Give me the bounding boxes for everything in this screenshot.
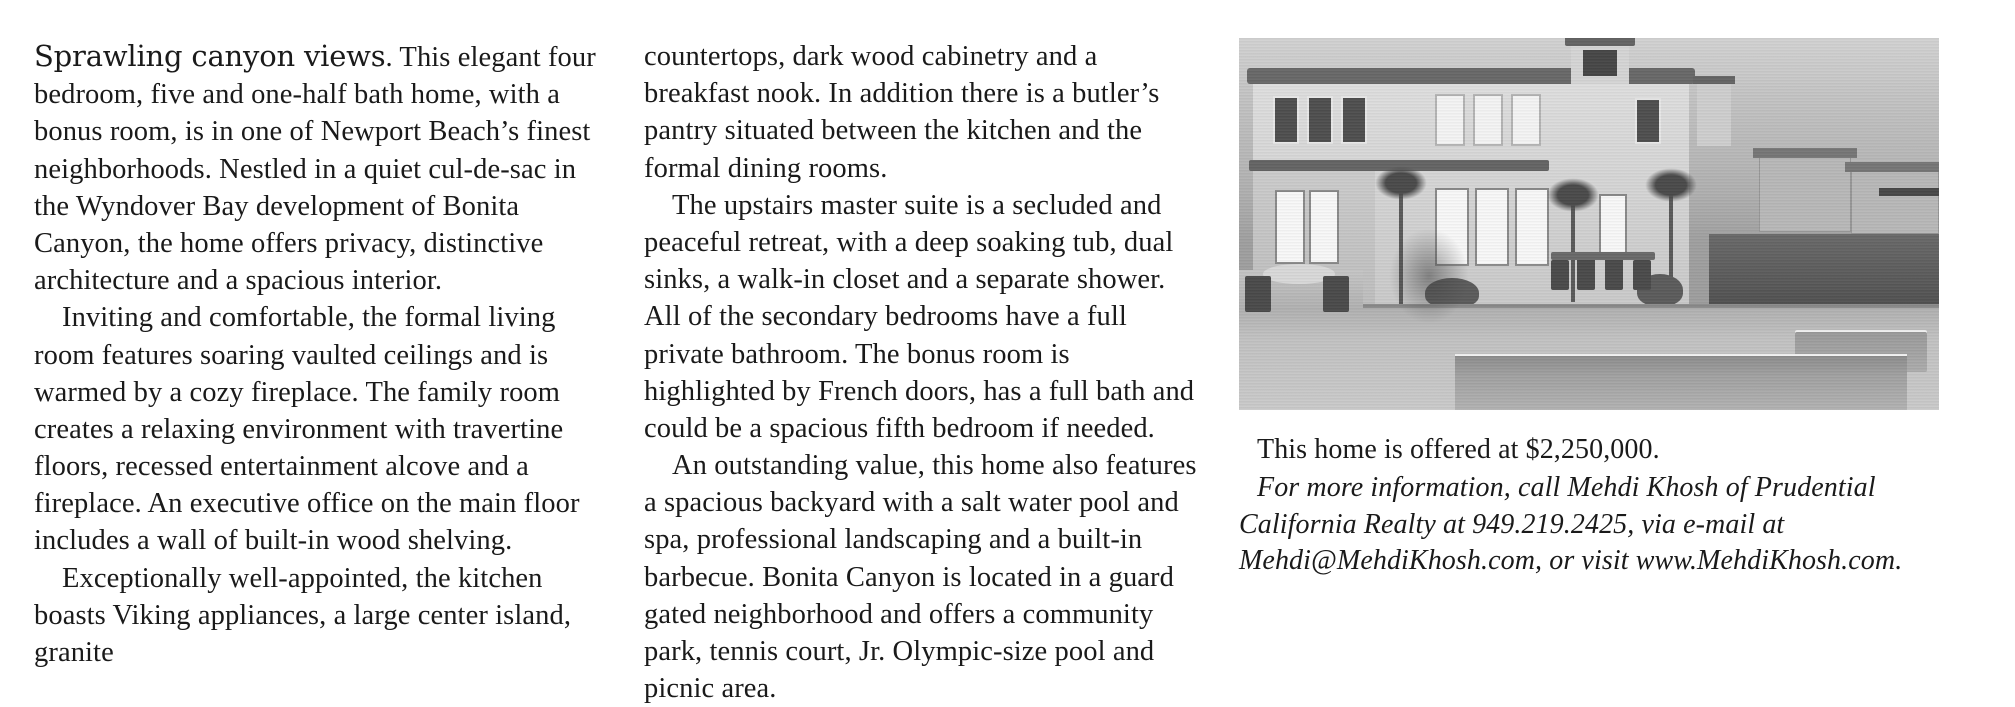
- article-layout: [34, 38, 1989, 705]
- window-upper: [1435, 94, 1465, 146]
- french-door: [1275, 190, 1305, 264]
- exterior-backyard-pool-photo: [1239, 38, 1939, 410]
- caption-offer-price: This home is offered at $2,250,000.: [1257, 434, 1660, 465]
- window-upper: [1273, 96, 1299, 144]
- patio-chair: [1605, 256, 1623, 290]
- paragraph-1-3: Exceptionally well-appointed, the kitchen boasts Viking appliances, a large center island, granite: [34, 562, 572, 668]
- patio-chair: [1245, 276, 1271, 312]
- text-column-1: [34, 38, 644, 671]
- patio-chair: [1551, 260, 1569, 290]
- background-house: [1851, 170, 1939, 234]
- patio-chair: [1323, 276, 1349, 312]
- chimney-cap: [1693, 76, 1735, 84]
- patio-dining-set: [1551, 250, 1675, 294]
- photo-caption: [1239, 432, 1939, 580]
- french-door: [1309, 190, 1339, 264]
- paragraph-2-3: An outstanding value, this home also features a spacious backyard with a salt water pool and spa, professional landscaping and a built-in barbecue. Bonita Canyon is located in a guard gated neighborhood and offers a community park, tennis court, Jr. Olympic-size pool and picnic area.: [644, 450, 1197, 705]
- window-upper: [1473, 94, 1503, 146]
- french-door: [1515, 188, 1549, 266]
- chimney: [1697, 80, 1731, 146]
- paragraph-2-1: countertops, dark wood cabinetry and a breakfast nook. In addition there is a butler’s pantry situated between the kitchen and the formal dining rooms.: [644, 41, 1160, 184]
- paragraph-1-2: Inviting and comfortable, the formal living room features soaring vaulted ceilings and is warmed by a cozy fireplace. The family room creates a relaxing environment with travertine floors, recessed entertainment alcove and a fireplace. An executive office on the main floor includes a wall of built-in wood shelving.: [34, 302, 580, 557]
- shadow: [1389, 228, 1469, 324]
- background-house-roof: [1845, 162, 1939, 172]
- tower-opening: [1583, 50, 1617, 76]
- patio-chair: [1633, 260, 1651, 290]
- patio-chair: [1577, 256, 1595, 290]
- lede-body: . This elegant four bedroom, five and one-half bath home, with a bonus room, is in one of Newport Beach’s finest neighborhoods. Nestled in a quiet cul-de-sac in the Wyndover Bay development of Bonita Canyon, the home offers privacy, distinctive architecture and a spacious interior.: [34, 42, 596, 297]
- window-upper: [1341, 96, 1367, 144]
- background-house-roof: [1879, 188, 1939, 196]
- text-column-2: [644, 38, 1239, 707]
- french-door: [1475, 188, 1509, 266]
- lede-paragraph: [34, 38, 606, 299]
- window-upper: [1511, 94, 1541, 146]
- lede-headline: Sprawling canyon views: [34, 39, 386, 73]
- window-upper: [1307, 96, 1333, 144]
- photo-column: [1239, 38, 1939, 580]
- hedge-row: [1709, 234, 1939, 304]
- window-upper: [1635, 98, 1661, 144]
- tower-roof: [1565, 38, 1635, 46]
- caption-contact-info: For more information, call Mehdi Khosh of Prudential California Realty at 949.219.2425, via e-mail at Mehdi@MehdiKhosh.com, or visit www.MehdiKhosh.com.: [1239, 472, 1903, 577]
- background-house: [1759, 156, 1851, 232]
- paragraph-2-2: The upstairs master suite is a secluded and peaceful retreat, with a deep soaking tub, dual sinks, a walk-in closet and a separate shower. All of the secondary bedrooms have a full private bathroom. The bonus room is highlighted by French doors, has a full bath and could be a spacious fifth bedroom if needed.: [644, 189, 1195, 444]
- swimming-pool: [1455, 354, 1907, 410]
- patio-table-rect: [1551, 252, 1655, 260]
- background-house-roof: [1753, 148, 1857, 158]
